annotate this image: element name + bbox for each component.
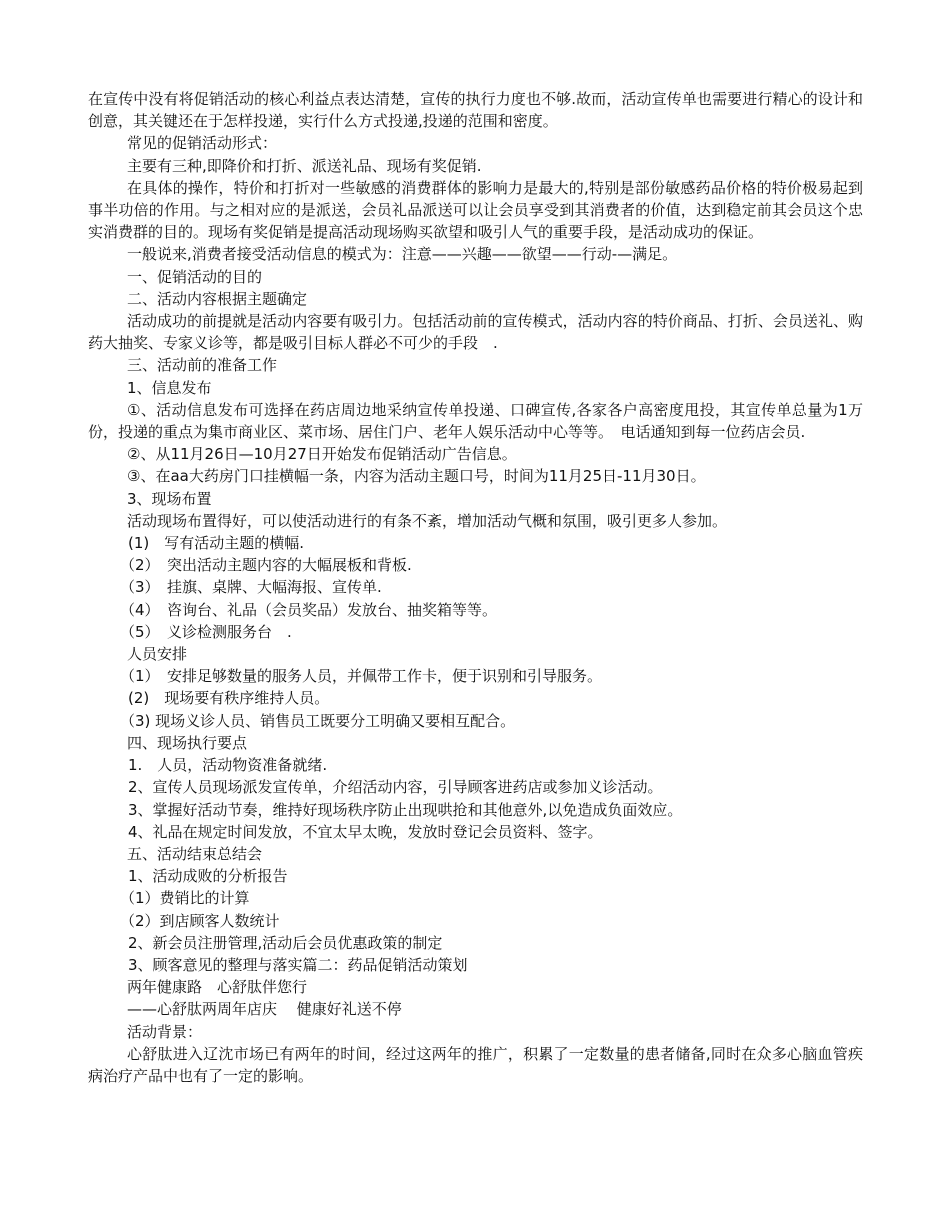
paragraph: （1） 安排足够数量的服务人员，并佩带工作卡，便于识别和引导服务。 — [120, 667, 603, 686]
paragraph: 二、活动内容根据主题确定 — [127, 289, 308, 308]
paragraph: 1、活动成败的分析报告 — [128, 867, 288, 886]
paragraph: ③、在aa大药房门口挂横幅一条，内容为活动主题口号，时间为11月25日-11月30日。 — [127, 467, 706, 486]
paragraph: （1）费销比的计算 — [120, 889, 250, 908]
paragraph: （3） 挂旗、桌牌、大幅海报、宣传单. — [120, 578, 382, 597]
paragraph: (1) 写有活动主题的横幅. — [128, 534, 305, 553]
paragraph: 人员安排 — [127, 645, 188, 664]
paragraph: 常见的促销活动形式： — [127, 134, 278, 153]
paragraph: 2、宣传人员现场派发宣传单，介绍活动内容，引导顾客进药店或参加义诊活动。 — [128, 778, 663, 797]
paragraph: 3、现场布置 — [127, 489, 212, 508]
paragraph: 4、礼品在规定时间发放，不宜太早太晚，发放时登记会员资料、签字。 — [128, 822, 603, 841]
paragraph: 2、新会员注册管理,活动后会员优惠政策的制定 — [128, 933, 443, 952]
paragraph: 三、活动前的准备工作 — [127, 356, 278, 375]
paragraph: 心舒肽进入辽沈市场已有两年的时间，经过这两年的推广，积累了一定数量的患者储备,同时在众多心脑血管疾病治疗产品中也有了一定的影响。 — [88, 1044, 863, 1085]
paragraph: （4） 咨询台、礼品（会员奖品）发放台、抽奖箱等等。 — [120, 600, 498, 619]
paragraph: （5） 义诊检测服务台 . — [120, 622, 292, 641]
paragraph: 3、掌握好活动节奏，维持好现场秩序防止出现哄抢和其他意外,以免造成负面效应。 — [128, 800, 683, 819]
paragraph: 一、促销活动的目的 — [127, 267, 263, 286]
paragraph: 主要有三种,即降价和打折、派送礼品、现场有奖促销. — [127, 156, 482, 175]
paragraph: 活动现场布置得好，可以使活动进行的有条不紊，增加活动气概和氛围，吸引更多人参加。 — [127, 511, 728, 530]
paragraph: 五、活动结束总结会 — [127, 844, 263, 863]
paragraph: 四、现场执行要点 — [127, 733, 248, 752]
paragraph: 1、信息发布 — [127, 378, 212, 397]
paragraph: 活动成功的前提就是活动内容要有吸引力。包括活动前的宣传模式，活动内容的特价商品、打折、会员送礼、购药大抽奖、专家义诊等，都是吸引目标人群必不可少的手段 . — [88, 312, 863, 353]
paragraph: 3、顾客意见的整理与落实篇二：药品促销活动策划 — [128, 955, 468, 974]
paragraph: (2) 现场要有秩序维持人员。 — [128, 689, 330, 708]
paragraph: （2）到店顾客人数统计 — [120, 911, 280, 930]
paragraph: 两年健康路 心舒肽伴您行 — [127, 978, 308, 997]
document-body — [88, 88, 863, 1087]
paragraph: （3) 现场义诊人员、销售员工既要分工明确又要相互配合。 — [120, 711, 516, 730]
paragraph: （2） 突出活动主题内容的大幅展板和背板. — [120, 556, 412, 575]
paragraph: 在具体的操作，特价和打折对一些敏感的消费群体的影响力是最大的,特别是部份敏感药品价格的特价极易起到事半功倍的作用。与之相对应的是派送，会员礼品派送可以让会员享受到其消费者的价值，达到稳定前其会员这个忠实消费群的目的。现场有奖促销是提高活动现场购买欲望和吸引人气的重要手段，是活动成功的保证。 — [88, 178, 863, 242]
paragraph: ①、活动信息发布可选择在药店周边地采纳宣传单投递、口碑宣传,各家各户高密度甩投，其宣传单总量为1万份，投递的重点为集市商业区、菜市场、居住门户、老年人娱乐活动中心等等。 电话通知到每一位药店会员. — [88, 400, 863, 442]
paragraph: 活动背景： — [127, 1022, 203, 1041]
paragraph: ②、从11月26日—10月27日开始发布促销活动广告信息。 — [127, 445, 517, 464]
paragraph: ——心舒肽两周年店庆 健康好礼送不停 — [127, 1000, 402, 1019]
paragraph: 在宣传中没有将促销活动的核心利益点表达清楚，宣传的执行力度也不够.故而，活动宣传单也需要进行精心的设计和创意，其关键还在于怎样投递，实行什么方式投递,投递的范围和密度。 — [88, 90, 863, 131]
paragraph: 1. 人员，活动物资准备就绪. — [128, 756, 328, 775]
paragraph: 一般说来,消费者接受活动信息的模式为：注意——兴趣——欲望——行动-—满足。 — [127, 245, 678, 264]
